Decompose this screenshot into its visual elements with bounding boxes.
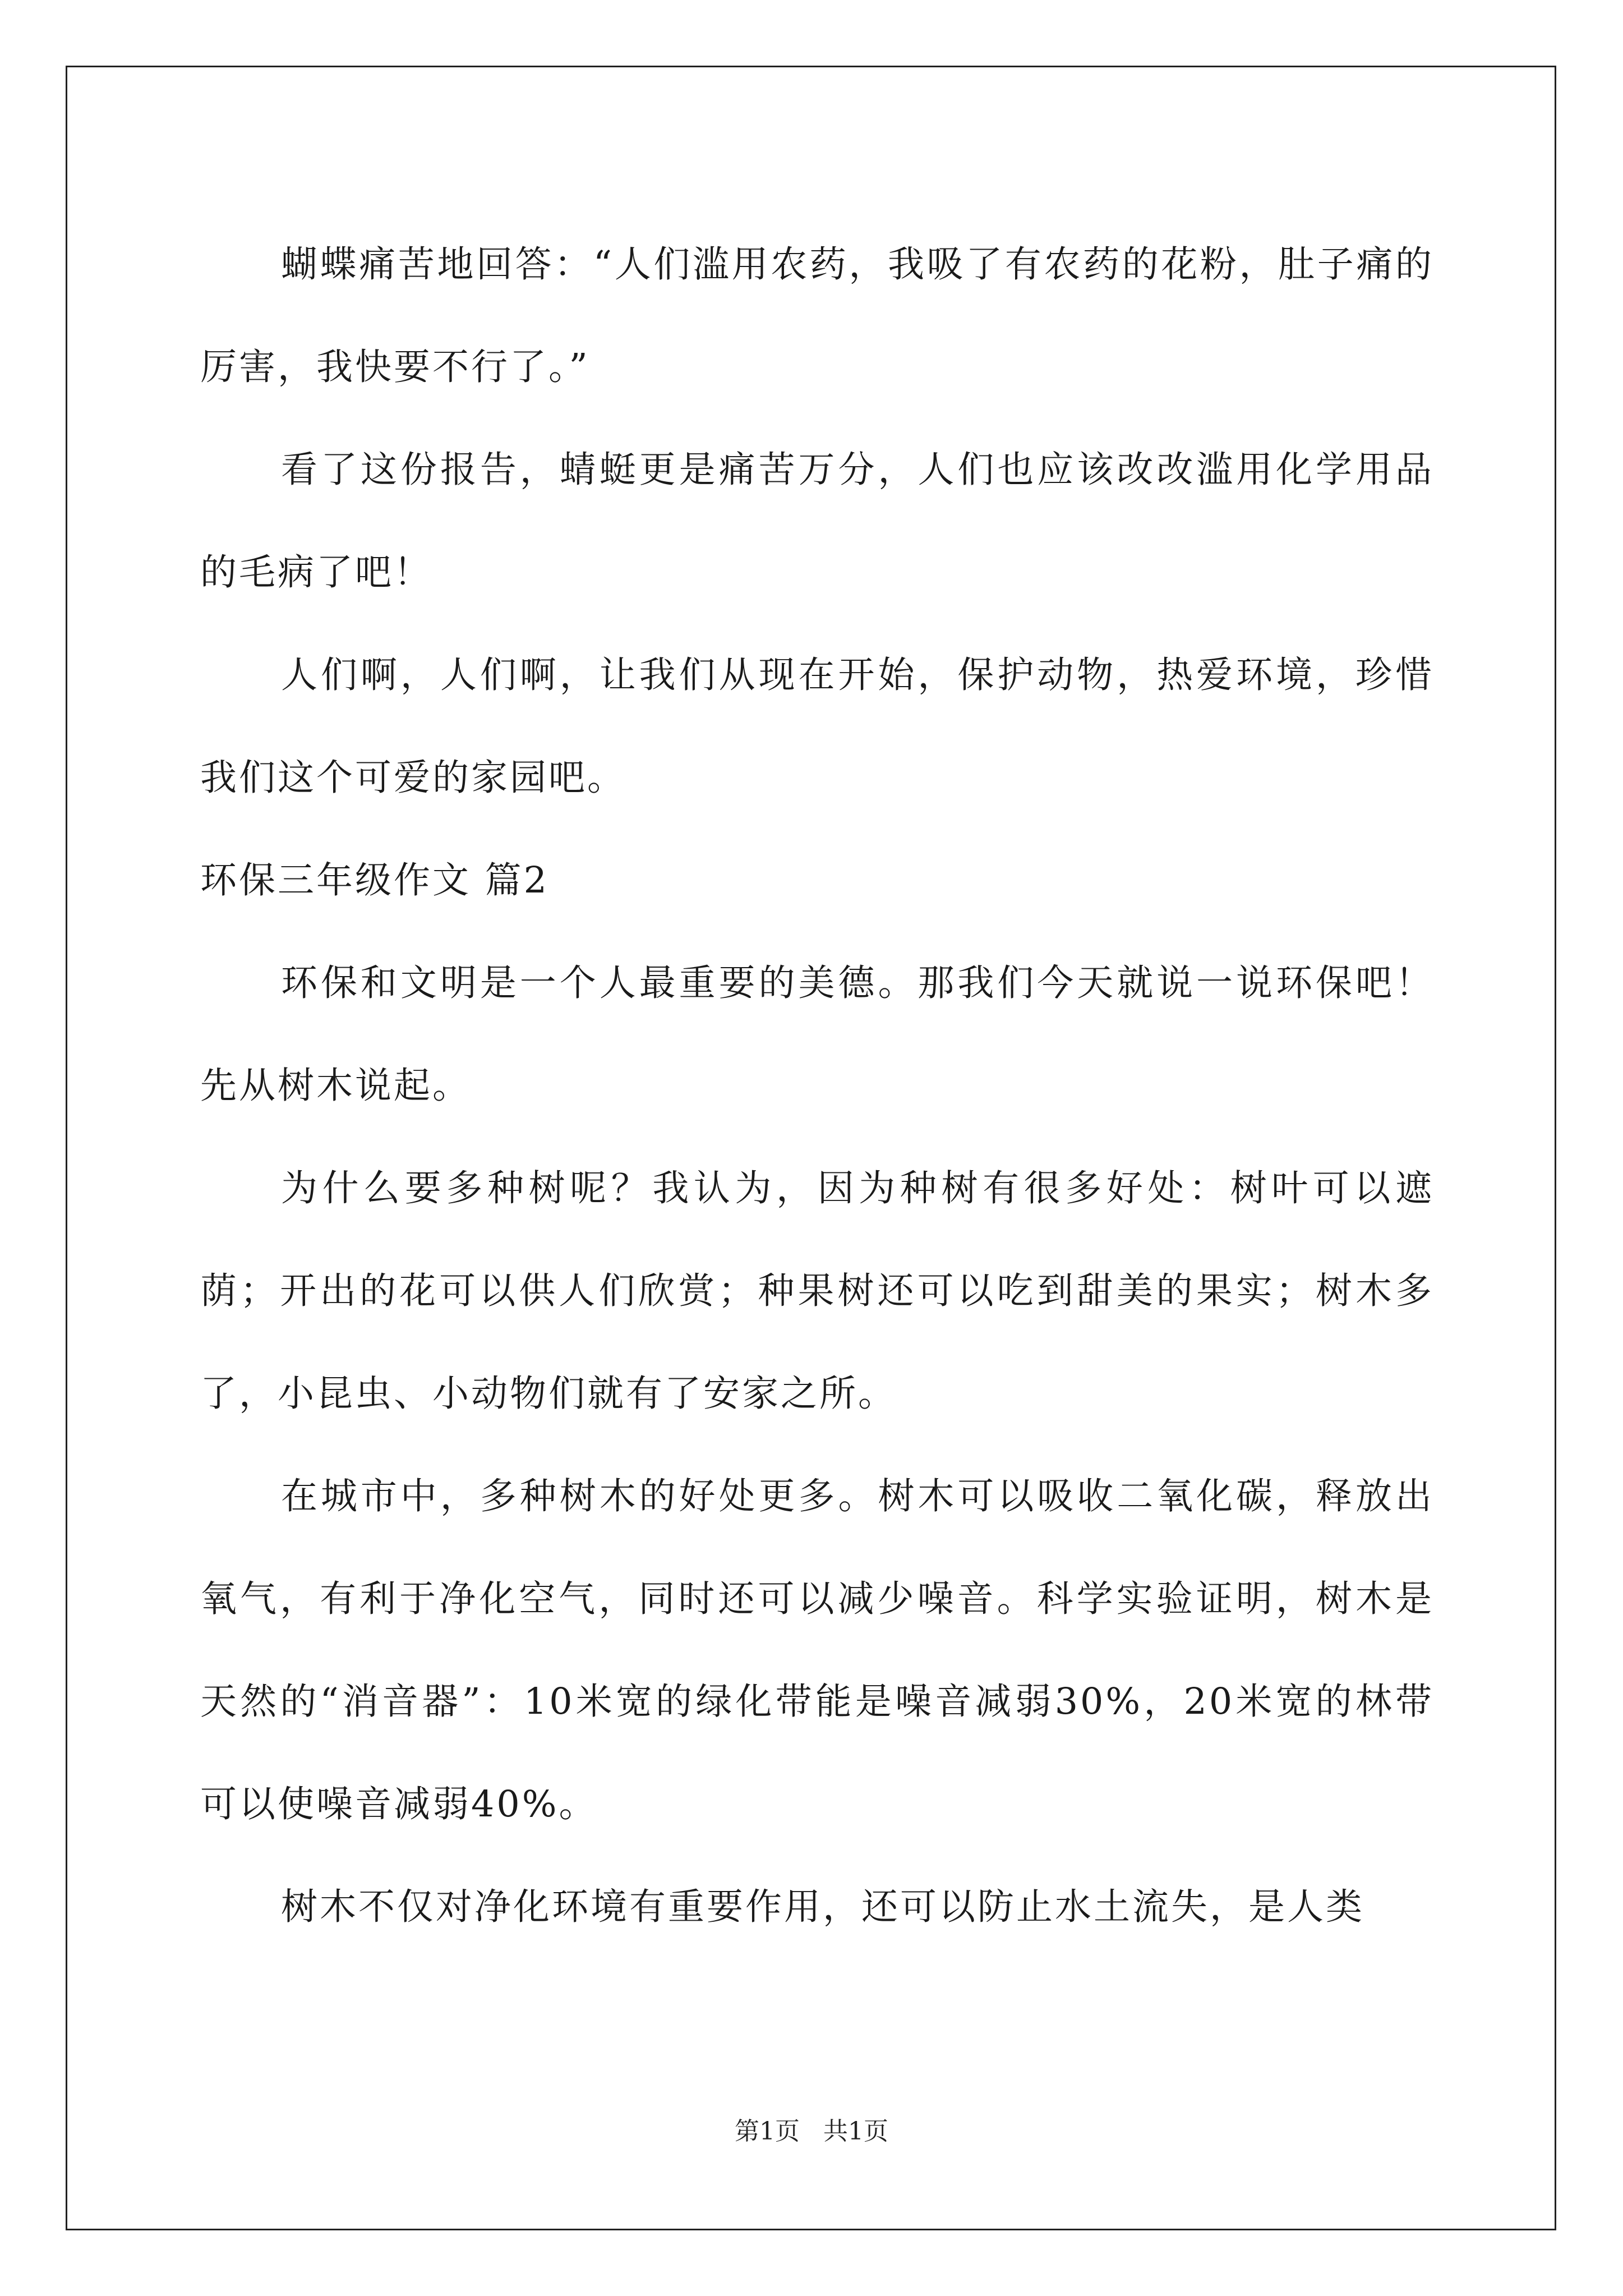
document-body [200, 213, 1434, 1958]
page-total: 共1页 [823, 2117, 888, 2146]
paragraph-protect-home: 人们啊，人们啊，让我们从现在开始，保护动物，热爱环境，珍惜我们这个可爱的家园吧。 [200, 654, 1434, 799]
page-footer [0, 2115, 1623, 2148]
paragraph-soil-erosion: 树木不仅对净化环境有重要作用，还可以防止水土流失，是人类 [281, 1886, 1365, 1928]
paragraph-why-plant-trees: 为什么要多种树呢？我认为，因为种树有很多好处：树叶可以遮荫；开出的花可以供人们欣赏；种果树还可以吃到甜美的果实；树木多了，小昆虫、小动物们就有了安家之所。 [200, 1167, 1434, 1415]
paragraph-dragonfly-report: 看了这份报告，蜻蜓更是痛苦万分，人们也应该改改滥用化学用品的毛病了吧！ [200, 449, 1434, 593]
paragraph-trees-in-city: 在城市中，多种树木的好处更多。树木可以吸收二氧化碳，释放出氧气，有利于净化空气，同时还可以减少噪音。科学实验证明，树木是天然的“消音器”：10米宽的绿化带能是噪音减弱30%，20米宽的林带可以使噪音减弱40%。 [200, 1475, 1434, 1825]
section-heading: 环保三年级作文 篇2 [200, 859, 550, 901]
paragraph-virtue: 环保和文明是一个人最重要的美德。那我们今天就说一说环保吧！先从树木说起。 [200, 962, 1434, 1107]
page-number: 第1页 [735, 2117, 800, 2146]
paragraph-butterfly-answer: 蝴蝶痛苦地回答：“人们滥用农药，我吸了有农药的花粉，肚子痛的厉害，我快要不行了。” [200, 243, 1434, 388]
